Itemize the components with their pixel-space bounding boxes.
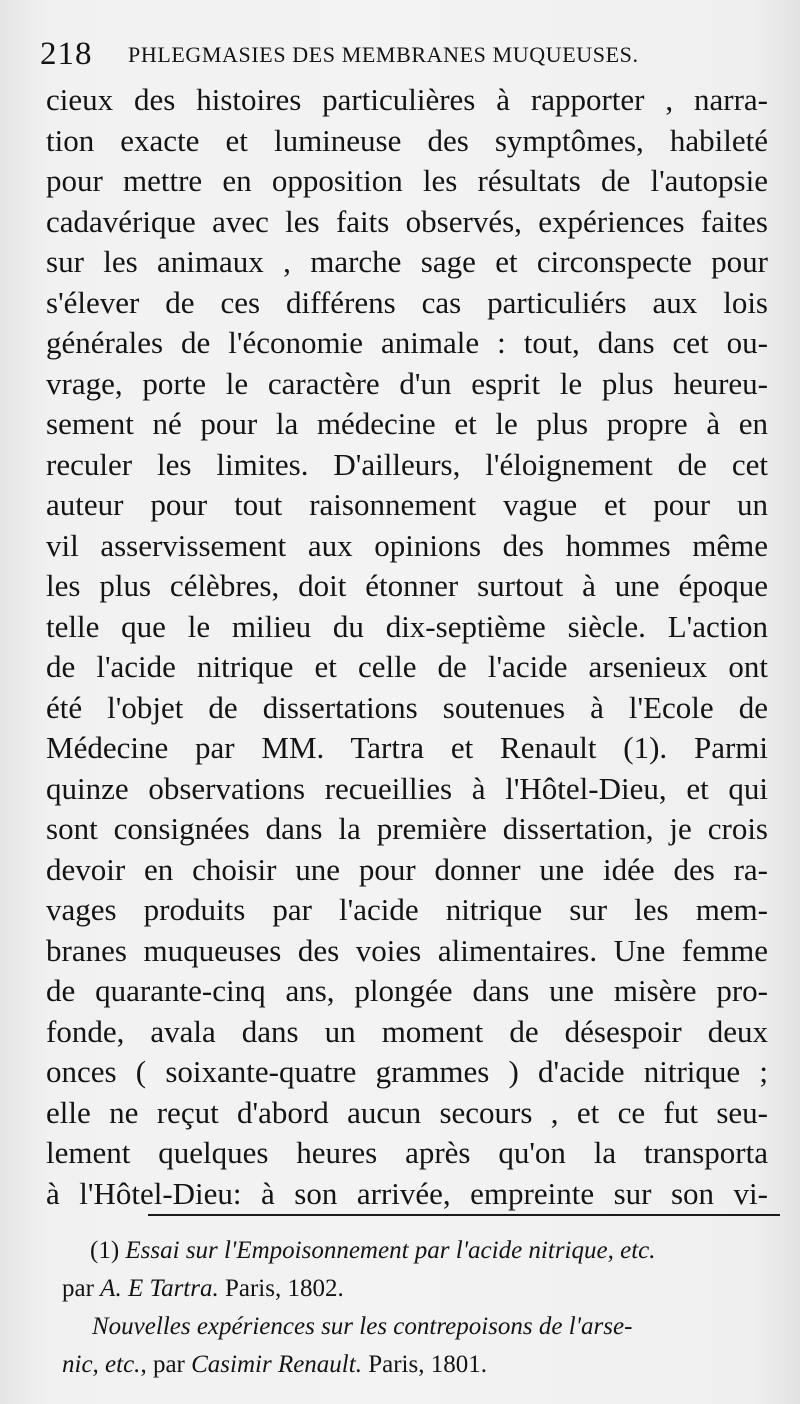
- footnote-1-place-date: Paris, 1802.: [224, 1275, 344, 1302]
- body-text: [46, 80, 768, 1214]
- text-line: devoir en choisir une pour donner une idée des ra-: [46, 851, 768, 887]
- text-line: lement quelques heures après qu'on la transporta: [46, 1135, 768, 1170]
- text-line: cadavérique avec les faits observés, expériences faites: [46, 203, 768, 239]
- text-line: sur les animaux , marche sage et circonspecte pour: [46, 244, 768, 279]
- text-line: Médecine par MM. Tartra et Renault (1). Parmi: [46, 730, 768, 765]
- footnote-2-by: , par: [140, 1351, 185, 1378]
- footnote-rule: [148, 1214, 780, 1216]
- footnote-1-line-1: [62, 1232, 780, 1270]
- text-line: s'élever de ces différens cas particuliérs aux lois: [46, 284, 768, 320]
- footnote-2-line-1: [62, 1308, 780, 1346]
- text-line: auteur pour tout raisonnement vague et pour un: [46, 487, 768, 522]
- text-line: pour mettre en opposition les résultats de l'autopsie: [46, 163, 768, 198]
- footnote-2-author: Casimir Renault.: [191, 1351, 362, 1378]
- text-line: les plus célèbres, doit étonner surtout à une époque: [46, 568, 768, 603]
- page-number: 218: [40, 36, 93, 72]
- footnote-1-author: A. E Tartra.: [100, 1275, 219, 1302]
- text-line: générales de l'économie animale : tout, dans cet ou-: [46, 325, 768, 360]
- text-line: de quarante-cinq ans, plongée dans une misère pro-: [46, 973, 768, 1008]
- text-line: tion exacte et lumineuse des symptômes, habileté: [46, 122, 768, 158]
- text-line: fonde, avala dans un moment de désespoir deux: [46, 1013, 768, 1049]
- footnote-2-title-part1: Nouvelles expériences sur les contrepoisons de l'arse-: [92, 1313, 633, 1340]
- text-line: reculer les limites. D'ailleurs, l'éloignement de cet: [46, 446, 768, 482]
- text-line: vil asservissement aux opinions des hommes même: [46, 527, 768, 563]
- text-line: elle ne reçut d'abord aucun secours , et ce fut seu-: [46, 1094, 768, 1130]
- footnote-1-line-2: [62, 1270, 780, 1308]
- footnote-2-line-2: [62, 1346, 780, 1384]
- text-line: quinze observations recueillies à l'Hôtel-Dieu, et qui: [46, 770, 768, 806]
- page-header: [40, 34, 760, 74]
- text-line: telle que le milieu du dix-septième siècle. L'action: [46, 608, 768, 644]
- text-line: sont consignées dans la première dissertation, je crois: [46, 811, 768, 846]
- text-line: cieux des histoires particulières à rapporter , narra-: [46, 82, 768, 117]
- text-line: onces ( soixante-quatre grammes ) d'acide nitrique ;: [46, 1054, 768, 1089]
- text-line: à l'Hôtel-Dieu: à son arrivée, empreinte sur son vi-: [46, 1175, 768, 1211]
- footnote-1-by: par: [62, 1275, 94, 1302]
- text-line: branes muqueuses des voies alimentaires. Une femme: [46, 932, 768, 968]
- text-line: sement né pour la médecine et le plus propre à en: [46, 406, 768, 441]
- footnote-2-place-date: Paris, 1801.: [368, 1351, 487, 1378]
- running-head: PHLEGMASIES DES MEMBRANES MUQUEUSES.: [128, 42, 639, 67]
- footnote-1-title: Essai sur l'Empoisonnement par l'acide nitrique, etc.: [125, 1237, 656, 1264]
- footnote-2-title-part2: nic, etc.: [62, 1351, 141, 1378]
- text-line: vages produits par l'acide nitrique sur les mem-: [46, 892, 768, 927]
- text-line: vrage, porte le caractère d'un esprit le plus heureu-: [46, 365, 768, 401]
- text-line: été l'objet de dissertations soutenues à l'Ecole de: [46, 689, 768, 725]
- text-line: de l'acide nitrique et celle de l'acide arsenieux ont: [46, 649, 768, 684]
- footnotes: [62, 1232, 780, 1384]
- footnote-marker: (1): [90, 1237, 120, 1264]
